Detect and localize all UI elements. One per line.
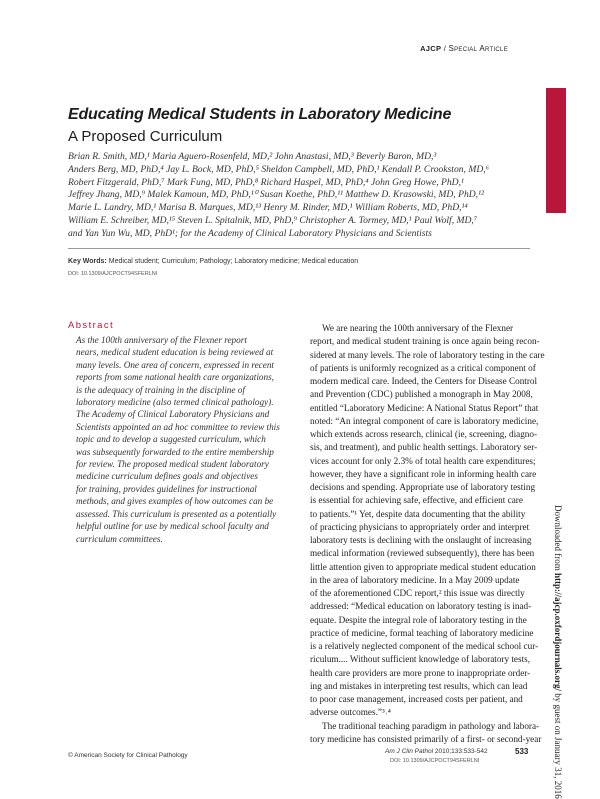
keywords-text: Medical student; Curriculum; Pathology; Laboratory medicine; Medical education xyxy=(108,258,359,265)
abstract-line: reports from some national health care organizations, xyxy=(76,372,274,383)
abstract-line: for training, provides guidelines for instructional xyxy=(76,483,257,494)
body-line: to poor case management, increased costs per patient, and xyxy=(310,694,523,704)
page-number: 533 xyxy=(515,747,529,756)
header-separator: / xyxy=(443,44,447,53)
keywords xyxy=(68,258,358,265)
abstract-line: many levels. One area of concern, expressed in recent xyxy=(76,359,274,370)
body-line: adverse outcomes.”³˒⁴ xyxy=(310,707,391,718)
author-line: Marie L. Landry, MD,¹ Marisa B. Marques, MD,¹³ Henry M. Rinder, MD,¹ William Roberts, MD, PhD,¹⁴ xyxy=(68,202,468,214)
body-line: which extends across research, clinical (ie, screening, diagno- xyxy=(310,429,538,439)
body-line: decisions and spending. Appropriate use of laboratory testing xyxy=(310,482,536,492)
abstract-line: nears, medical student education is being reviewed at xyxy=(76,347,274,358)
abstract-line: The Academy of Clinical Laboratory Physicians and xyxy=(76,409,270,420)
abstract-line: laboratory medicine (also termed clinical pathology). xyxy=(76,397,274,408)
body-line: of patients is uniformly recognized as a critical component of xyxy=(310,362,536,373)
accent-side-bar xyxy=(546,88,566,213)
abstract-line: medicine curriculum defines goals and objectives xyxy=(76,471,258,482)
abstract-line: topic and to develop a suggested curriculum, which xyxy=(76,434,266,445)
author-list xyxy=(68,151,540,241)
body-line: entitled “Laboratory Medicine: A National Status Report” that xyxy=(310,402,539,413)
abstract-line: helpful outline for use by medical school faculty and xyxy=(76,521,269,532)
abstract-line: for review. The proposed medical student laboratory xyxy=(76,459,269,470)
section-name: Special Article xyxy=(448,44,508,53)
article-subtitle: A Proposed Curriculum xyxy=(68,128,223,145)
body-line: laboratory tests is declining with the onslaught of increasing xyxy=(310,535,532,545)
body-line: noted: “An integral component of care is laboratory medicine, xyxy=(310,415,539,426)
author-line: William E. Schreiber, MD,¹⁵ Steven L. Spitalnik, MD, PhD,⁹ Christopher A. Tormey, MD,¹ Paul Wolf, MD,⁷ xyxy=(68,214,478,226)
body-text-column xyxy=(310,322,545,746)
author-line: Brian R. Smith, MD,¹ Maria Aguero-Rosenfeld, MD,² John Anastasi, MD,³ Beverly Baron, MD,³ xyxy=(68,151,437,162)
divider xyxy=(68,248,530,249)
body-line: vices account for only 2.3% of total health care expenditures; xyxy=(310,455,536,466)
author-line: Anders Berg, MD, PhD,⁴ Jay L. Bock, MD, PhD,⁵ Sheldon Campbell, MD, PhD,¹ Kendall P. Crookston, MD,⁶ xyxy=(68,163,490,175)
download-link[interactable]: http://ajcp.oxfordjournals.org/ xyxy=(553,572,563,691)
body-line: however, they have a significant role in informing health care xyxy=(310,468,537,479)
copyright-notice: © American Society for Clinical Pathology xyxy=(68,752,188,759)
body-line: practice of medicine, formal teaching of laboratory medicine xyxy=(310,627,534,638)
footer-doi: DOI: 10.1309/AJCPOCT94SFERLNI xyxy=(390,758,480,764)
download-suffix: by guest on January 31, 2016 xyxy=(553,693,563,799)
body-line: sidered at many levels. The role of laboratory testing in the care xyxy=(310,349,545,360)
journal-name: AJCP xyxy=(420,44,442,53)
abstract-line: As the 100th anniversary of the Flexner report xyxy=(76,335,247,345)
body-line: report, and medical student training is once again being recon- xyxy=(310,336,540,347)
keywords-label: Key Words: xyxy=(68,258,107,265)
abstract-text xyxy=(76,334,298,545)
body-line: sis, and treatment), and public health settings. Laboratory ser- xyxy=(310,442,538,453)
article-title: Educating Medical Students in Laboratory Medicine xyxy=(68,106,452,123)
author-line: Robert Fitzgerald, PhD,⁷ Mark Fung, MD, PhD,⁸ Richard Haspel, MD, PhD,⁴ John Greg Howe, PhD,¹ xyxy=(68,176,464,188)
download-note xyxy=(553,505,563,799)
body-line: equate. Despite the integral role of laboratory testing in the xyxy=(310,614,527,625)
abstract-line: Scientists appointed an ad hoc committee to review this xyxy=(76,421,280,432)
body-line: The traditional teaching paradigm in pathology and labora- xyxy=(322,720,540,731)
body-line: in the area of laboratory medicine. In a May 2009 update xyxy=(310,574,520,585)
abstract-line: was subsequently forwarded to the entire membership xyxy=(76,446,274,457)
body-line: of the aforementioned CDC report,² this issue was directly xyxy=(310,588,525,598)
body-line: modern medical care. Indeed, the Centers for Disease Control xyxy=(310,376,538,386)
body-line: is a relatively neglected component of the medical school cur- xyxy=(310,641,539,651)
download-prefix: Downloaded from xyxy=(553,505,563,571)
body-line: of practicing physicians to appropriately order and interpret xyxy=(310,521,530,532)
body-line: riculum.... Without sufficient knowledge of laboratory tests, xyxy=(310,654,531,665)
body-line: addressed: “Medical education on laboratory testing is inad- xyxy=(310,601,532,612)
body-line: medical information (reviewed subsequently), there has been xyxy=(310,548,535,559)
running-header xyxy=(420,44,508,53)
author-line: and Yan Yun Wu, MD, PhD¹; for the Academy of Clinical Laboratory Physicians and Scientists xyxy=(68,227,432,239)
abstract-line: curriculum committees. xyxy=(76,533,163,544)
citation-details: 2010;133:533-542 xyxy=(434,748,488,755)
abstract-heading: Abstract xyxy=(68,320,115,331)
body-line: and Prevention (CDC) published a monograph in May 2008, xyxy=(310,389,533,400)
abstract-line: methods, and gives examples of how outcomes can be xyxy=(76,496,274,507)
body-line: ing and mistakes in interpreting test results, which can lead xyxy=(310,680,528,691)
author-line: Jeffrey Jhang, MD,⁹ Malek Kamoun, MD, PhD,¹⁰ Susan Koethe, PhD,¹¹ Matthew D. Krasowski, MD, PhD,¹² xyxy=(68,189,484,201)
body-line: to patients.”¹ Yet, despite data documenting that the ability xyxy=(310,508,526,519)
citation xyxy=(385,748,488,755)
body-line: health care providers are more prone to inappropriate order- xyxy=(310,667,531,678)
body-line: We are nearing the 100th anniversary of the Flexner xyxy=(322,323,514,333)
body-line: is essential for achieving safe, effective, and efficient care xyxy=(310,495,523,506)
body-line: tory medicine has consisted primarily of a first- or second-year xyxy=(310,733,542,744)
body-line: little attention given to appropriate medical student education xyxy=(310,561,536,572)
doi: DOI: 10.1309/AJCPOCT94SFERLNI xyxy=(68,271,158,277)
citation-journal: Am J Clin Pathol xyxy=(385,748,434,755)
abstract-line: is the adequacy of training in the discipline of xyxy=(76,384,245,395)
abstract-line: assessed. This curriculum is presented as a potentially xyxy=(76,508,277,519)
